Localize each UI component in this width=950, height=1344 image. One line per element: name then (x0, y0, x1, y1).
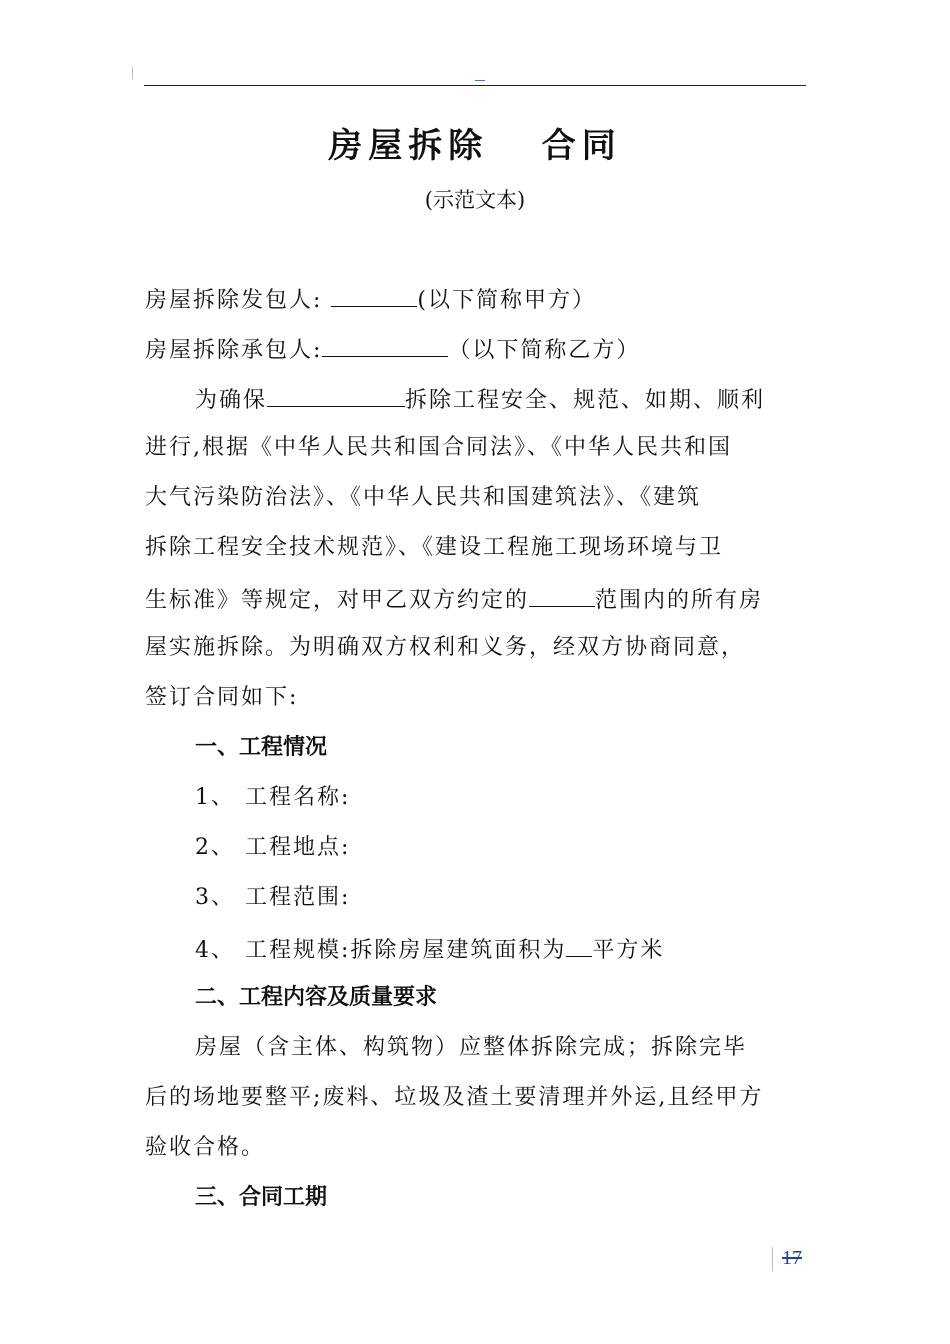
list-item (145, 780, 805, 830)
intro-line-3: 大气污染防治法》、《中华人民共和国建筑法》、《建筑 (145, 485, 702, 510)
header-margin-mark (132, 67, 133, 79)
party-b-blank[interactable] (322, 330, 448, 357)
item-text: 工程地点: (245, 835, 351, 860)
section-2-line-3: 验收合格。 (145, 1135, 266, 1160)
section-2-line-1: 房屋（含主体、构筑物）应整体拆除完成；拆除完毕 (195, 1035, 748, 1060)
list-item (145, 880, 805, 930)
project-blank[interactable] (267, 380, 405, 407)
page-number: 17 (782, 1247, 802, 1269)
party-a-label: 房屋拆除发包人: (145, 288, 332, 313)
item-number: 3、 (195, 885, 235, 910)
document-title: 房屋拆除 合同 (328, 126, 622, 166)
party-a-suffix: (以下简称甲方） (417, 288, 596, 313)
header-rule (144, 85, 806, 86)
item-text: 工程范围: (245, 885, 351, 910)
item-text: 工程规模:拆除房屋建筑面积为 (245, 938, 567, 963)
intro-text: 范围内的所有房 (595, 588, 764, 613)
scope-blank[interactable] (529, 580, 595, 607)
list-item (145, 830, 805, 880)
party-b-line (145, 330, 805, 380)
item-suffix: 平方米 (592, 938, 665, 963)
item-number: 4、 (195, 938, 235, 963)
intro-line-5 (145, 580, 805, 630)
intro-text: 拆除工程安全、规范、如期、顺利 (405, 388, 766, 413)
item-number: 1、 (195, 785, 235, 810)
intro-text: 生标准》等规定，对甲乙双方约定的 (145, 588, 530, 613)
header-cursor-mark (475, 80, 485, 81)
party-b-label: 房屋拆除承包人: (145, 338, 323, 363)
intro-line-7: 签订合同如下: (145, 685, 299, 710)
section-1-heading: 一、工程情况 (195, 735, 328, 760)
party-a-blank[interactable] (331, 280, 417, 307)
document-body (145, 280, 805, 1230)
section-3-heading: 三、合同工期 (195, 1185, 328, 1210)
item-number: 2、 (195, 835, 235, 860)
intro-line-2: 进行,根据《中华人民共和国合同法》、《中华人民共和国 (145, 435, 732, 460)
section-2-line-2: 后的场地要整平;废料、垃圾及渣土要清理并外运,且经甲方 (145, 1085, 764, 1110)
party-a-line (145, 280, 805, 330)
intro-line-6: 屋实施拆除。为明确双方权利和义务，经双方协商同意， (145, 635, 746, 660)
intro-line-4: 拆除工程安全技术规范》、《建设工程施工现场环境与卫 (145, 535, 724, 560)
section-2-heading: 二、工程内容及质量要求 (195, 985, 438, 1010)
intro-line-1 (145, 380, 805, 430)
party-b-suffix: （以下简称乙方） (448, 338, 641, 363)
document-subtitle: (示范文本) (424, 188, 526, 212)
area-blank[interactable] (566, 930, 592, 957)
footer-margin-mark (772, 1247, 773, 1271)
item-text: 工程名称: (245, 785, 351, 810)
intro-text: 为确保 (195, 388, 268, 413)
list-item (145, 930, 805, 980)
